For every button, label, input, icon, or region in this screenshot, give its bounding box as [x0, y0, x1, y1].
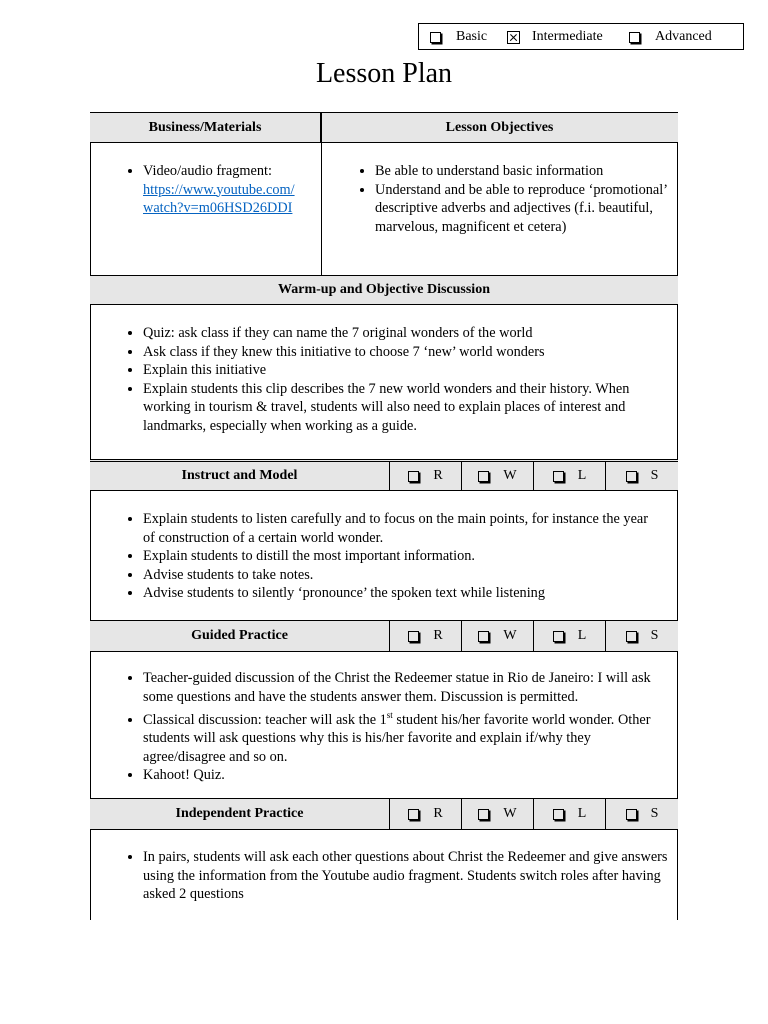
level-advanced[interactable]: [629, 29, 712, 45]
skill-label: L: [577, 628, 587, 643]
checked-checkbox-icon[interactable]: [507, 31, 520, 44]
warmup-header: [90, 275, 678, 305]
list-item: • Explain this initiative: [143, 361, 670, 380]
list-item: • Teacher-guided discussion of the Christ the Redeemer statue in Rio de Janeiro: I will ask some questions and have the students answer them. Discussion is permitted.: [143, 669, 658, 706]
list-item: • Explain students to listen carefully and to focus on the main points, for instance the year of construction of a certain world wonder.: [143, 510, 658, 547]
list-item: • Explain students to distill the most important information.: [143, 547, 658, 566]
checkbox-icon[interactable]: [478, 631, 489, 642]
skill-label: L: [577, 806, 587, 821]
checkbox-icon[interactable]: [553, 471, 564, 482]
item-text: Classical discussion: teacher will ask the 1: [143, 711, 387, 728]
level-advanced-label: Advanced: [655, 29, 712, 44]
guided-header: [90, 620, 678, 652]
skill-label: W: [503, 806, 517, 821]
skill-r[interactable]: [390, 799, 462, 829]
objectives-header: Lesson Objectives: [445, 119, 554, 135]
list-item: • Explain students this clip describes the 7 new world wonders and their history. When working in tourism & travel, students will also need to explain places of interest and landmarks, especially when working as a guide.: [143, 380, 670, 436]
warmup-body: [90, 324, 678, 435]
independent-title: Independent Practice: [90, 799, 390, 829]
skill-label: S: [650, 468, 659, 483]
list-item: • Understand and be able to reproduce ‘promotional’ descriptive adverbs and adjectives (f.i. beautiful, marvelous, magnificent et cetera): [375, 181, 672, 237]
checkbox-icon[interactable]: [408, 471, 419, 482]
skill-label: R: [433, 468, 443, 483]
skill-w[interactable]: [462, 621, 534, 651]
skill-w[interactable]: [462, 799, 534, 829]
skill-s[interactable]: [606, 462, 678, 490]
list-item: [143, 162, 321, 218]
skill-label: R: [433, 806, 443, 821]
list-item: [143, 706, 658, 766]
link-part-1: https://www.youtube.com/: [143, 181, 295, 198]
guided-title: Guided Practice: [90, 621, 390, 651]
youtube-link[interactable]: [143, 182, 295, 217]
page-title: Lesson Plan: [315, 58, 453, 89]
list-item: • Be able to understand basic information: [375, 162, 672, 181]
checkbox-icon[interactable]: [430, 32, 441, 43]
checkbox-icon[interactable]: [626, 809, 637, 820]
skill-label: L: [577, 468, 587, 483]
skill-label: S: [650, 628, 659, 643]
checkbox-icon[interactable]: [553, 809, 564, 820]
guided-body: [90, 669, 678, 785]
materials-cell: [90, 162, 321, 218]
checkbox-icon[interactable]: [478, 809, 489, 820]
skill-l[interactable]: [534, 799, 606, 829]
instruct-header: [90, 459, 678, 491]
skill-s[interactable]: [606, 799, 678, 829]
link-part-2: watch?v=m06HSD26DDI: [143, 200, 293, 216]
objectives-cell: [322, 162, 672, 236]
warmup-title: Warm-up and Objective Discussion: [278, 282, 490, 297]
independent-body: [90, 848, 678, 904]
superscript: st: [386, 710, 393, 720]
level-intermediate[interactable]: [507, 29, 603, 45]
skill-label: W: [503, 468, 517, 483]
list-item: • Ask class if they knew this initiative to choose 7 ‘new’ world wonders: [143, 343, 670, 362]
independent-header: [90, 798, 678, 830]
materials-objectives-header: [90, 112, 678, 143]
level-intermediate-label: Intermediate: [532, 29, 603, 44]
skill-l[interactable]: [534, 621, 606, 651]
list-item: • Advise students to take notes.: [143, 566, 658, 585]
checkbox-icon[interactable]: [478, 471, 489, 482]
checkbox-icon[interactable]: [626, 631, 637, 642]
skill-label: S: [650, 806, 659, 821]
checkbox-icon[interactable]: [553, 631, 564, 642]
list-item: • Advise students to silently ‘pronounce’ the spoken text while listening: [143, 584, 658, 603]
level-basic-label: Basic: [456, 29, 488, 44]
instruct-body: [90, 510, 678, 603]
materials-header: Business/Materials: [90, 113, 321, 142]
skill-label: R: [433, 628, 443, 643]
skill-r[interactable]: [390, 462, 462, 490]
item-text: student his/her favorite world wonder. Other students will ask questions why this is his/her favorite and explain if/why they agree/disagree and so on.: [143, 711, 651, 765]
instruct-title: Instruct and Model: [90, 462, 390, 490]
list-item: • Quiz: ask class if they can name the 7 original wonders of the world: [143, 324, 670, 343]
skill-r[interactable]: [390, 621, 462, 651]
checkbox-icon[interactable]: [408, 809, 419, 820]
skill-label: W: [503, 628, 517, 643]
skill-s[interactable]: [606, 621, 678, 651]
level-basic[interactable]: [430, 29, 487, 45]
list-item: • Kahoot! Quiz.: [143, 766, 658, 785]
checkbox-icon[interactable]: [626, 471, 637, 482]
skill-w[interactable]: [462, 462, 534, 490]
checkbox-icon[interactable]: [629, 32, 640, 43]
level-selector: [418, 23, 744, 50]
materials-text: Video/audio fragment:: [143, 163, 272, 179]
skill-l[interactable]: [534, 462, 606, 490]
checkbox-icon[interactable]: [408, 631, 419, 642]
list-item: • In pairs, students will ask each other questions about Christ the Redeemer and give answers using the information from the Youtube audio fragment. Students switch roles after having asked 2 questions: [143, 848, 670, 904]
